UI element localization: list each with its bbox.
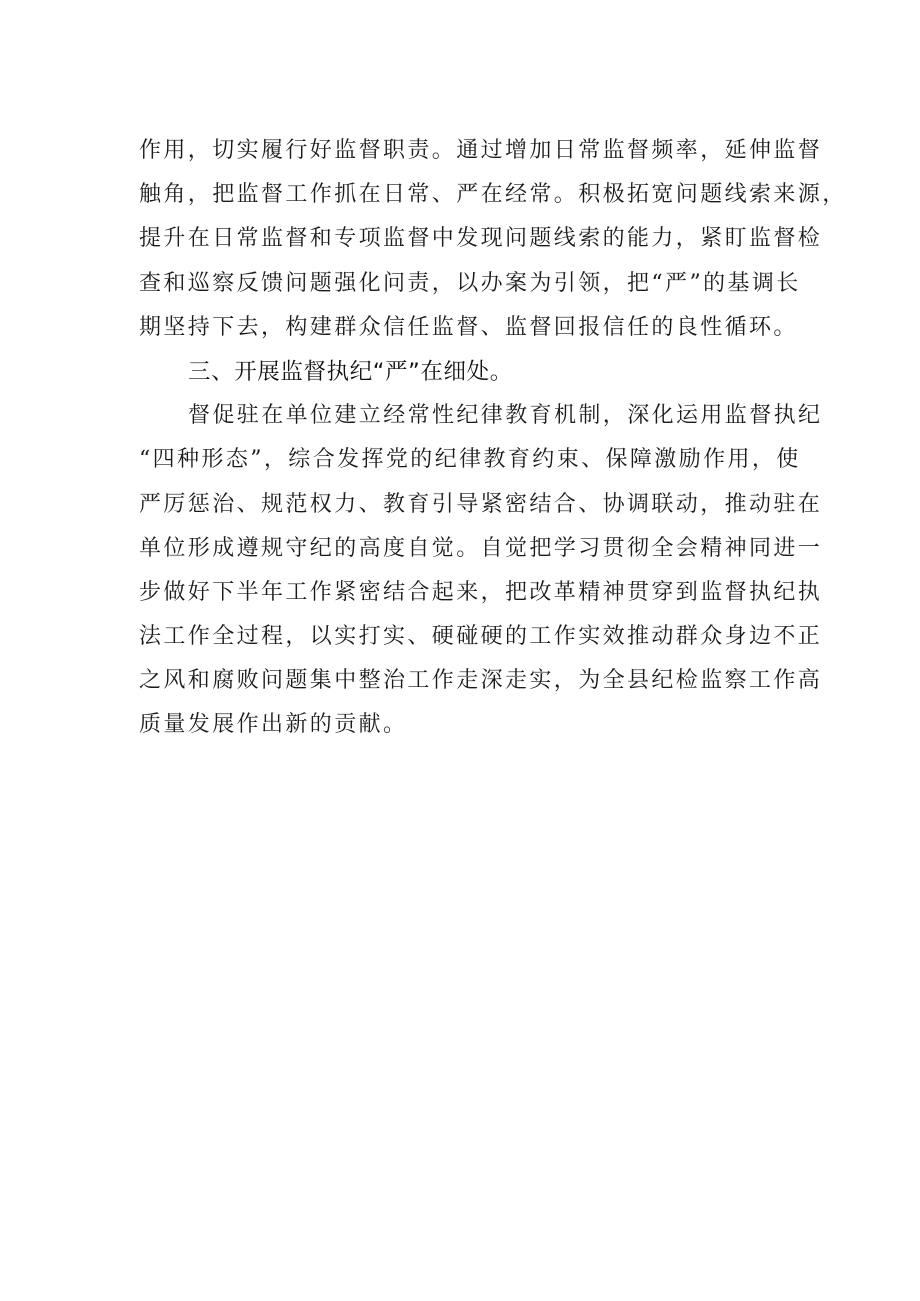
paragraph-line: 严厉惩治、规范权力、教育引导紧密结合、协调联动，推动驻在	[139, 491, 823, 517]
paragraph-line: “四种形态”，综合发挥党的纪律教育约束、保障激励作用，使	[139, 447, 801, 473]
paragraph-line: 期坚持下去，构建群众信任监督、监督回报信任的良性循环。	[139, 314, 798, 340]
paragraph-line: 督促驻在单位建立经常性纪律教育机制，深化运用监督执纪	[188, 403, 823, 429]
paragraph-2	[139, 394, 823, 748]
paragraph-line: 质量发展作出新的贡献。	[139, 712, 408, 738]
paragraph-line: 步做好下半年工作紧密结合起来，把改革精神贯穿到监督执纪执	[139, 579, 823, 605]
paragraph-line: 之风和腐败问题集中整治工作走深走实，为全县纪检监察工作高	[139, 668, 823, 694]
document-body	[139, 129, 847, 748]
section-heading: 三、开展监督执纪“严”在细处。	[188, 358, 513, 385]
paragraph-line: 提升在日常监督和专项监督中发现问题线索的能力，紧盯监督检	[139, 226, 823, 252]
paragraph-line: 查和巡察反馈问题强化问责，以办案为引领，把“严”的基调长	[139, 270, 801, 296]
paragraph-line: 触角，把监督工作抓在日常、严在经常。积极拓宽问题线索来源，	[139, 182, 847, 208]
paragraph-1	[139, 129, 847, 350]
paragraph-line: 作用，切实履行好监督职责。通过增加日常监督频率，延伸监督	[139, 138, 823, 163]
paragraph-line: 法工作全过程，以实打实、硬碰硬的工作实效推动群众身边不正	[139, 624, 823, 650]
paragraph-line: 单位形成遵规守纪的高度自觉。自觉把学习贯彻全会精神同进一	[139, 535, 823, 561]
